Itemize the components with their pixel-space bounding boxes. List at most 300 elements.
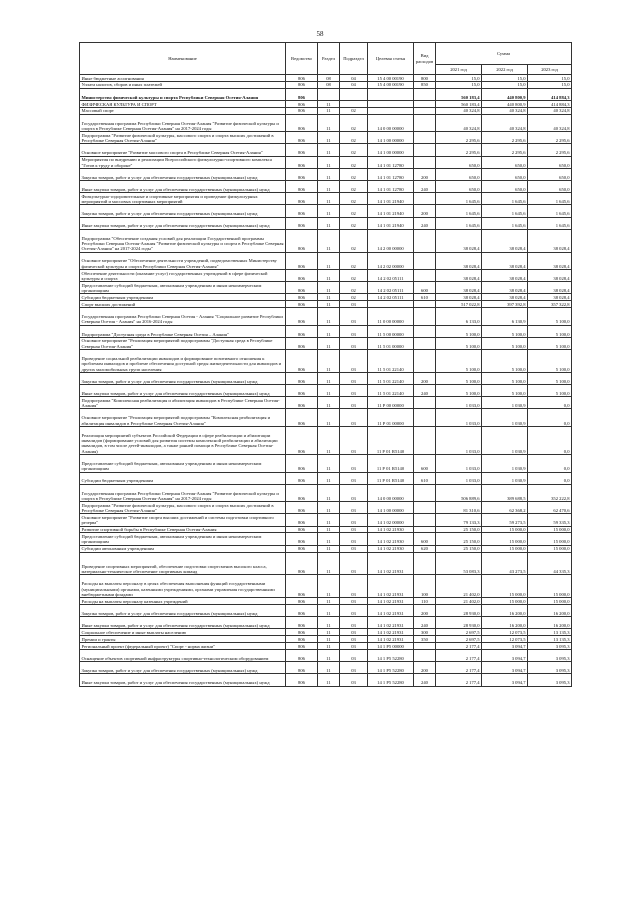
row-sum-2023: 2 295,6 [528, 144, 572, 156]
row-name: Государственная программа Республики Северная Осетия - Алания "Социальное развитие Республики Северная Осетия - Алания" на 2016-2024 годы [80, 308, 286, 326]
row-expense-type [414, 502, 436, 514]
header-ministry: Ведомство [286, 43, 318, 75]
row-section: 08 [318, 75, 340, 82]
row-name: Подпрограмма "Развитие физической культуры, массового спорта и спорта высших достижений в Республике Северная Осетия-Алания" [80, 502, 286, 514]
row-ministry: 806 [286, 552, 318, 575]
row-name: Субсидии бюджетным учреждениям [80, 472, 286, 484]
row-article: 11 Р 01 R5140 [368, 455, 414, 473]
row-expense-type [414, 350, 436, 373]
row-sum-2022: 38 028,4 [482, 252, 528, 270]
row-sum-2023: 0,0 [528, 426, 572, 454]
row-name: Иные закупки товаров, работ и услуг для обеспечения государственных (муниципальных) нужд [80, 385, 286, 397]
row-article: 14 1 01 21940 [368, 217, 414, 229]
row-subsection: 03 [340, 514, 368, 526]
row-article: 14 1 02 21931 [368, 636, 414, 643]
row-section: 11 [318, 350, 340, 373]
row-sum-2021: 40 324,8 [436, 114, 482, 132]
row-section: 11 [318, 100, 340, 107]
row-expense-type [414, 650, 436, 662]
row-name: ФИЗИЧЕСКАЯ КУЛЬТУРА И СПОРТ [80, 100, 286, 107]
row-expense-type [414, 397, 436, 409]
row-subsection: 03 [340, 575, 368, 598]
row-expense-type [414, 484, 436, 502]
row-expense-type [414, 229, 436, 252]
table-row [80, 526, 572, 533]
row-subsection: 04 [340, 81, 368, 88]
row-sum-2022: 5 100,0 [482, 325, 528, 337]
row-sum-2021: 6 133,0 [436, 308, 482, 326]
row-expense-type: 800 [414, 75, 436, 82]
row-subsection: 02 [340, 114, 368, 132]
row-subsection: 03 [340, 533, 368, 545]
row-expense-type: 850 [414, 81, 436, 88]
row-subsection: 03 [340, 397, 368, 409]
row-article: 14 1 01 12780 [368, 168, 414, 180]
row-sum-2021: 2 295,6 [436, 132, 482, 144]
row-sum-2021: 2 177,4 [436, 643, 482, 650]
row-sum-2022: 38 028,4 [482, 229, 528, 252]
row-sum-2023: 5 100,0 [528, 325, 572, 337]
row-name: Региональный проект (федеральный проект) "Спорт - норма жизни" [80, 643, 286, 650]
row-sum-2021: 560 183,4 [436, 100, 482, 107]
row-ministry: 806 [286, 156, 318, 168]
row-expense-type: 600 [414, 455, 436, 473]
row-sum-2023: 38 028,4 [528, 270, 572, 282]
row-article: 11 Р 01 R5140 [368, 426, 414, 454]
row-ministry: 806 [286, 397, 318, 409]
row-name: Иные закупки товаров, работ и услуг для обеспечения государственных (муниципальных) нужд [80, 181, 286, 193]
row-sum-2021: 5 100,0 [436, 325, 482, 337]
header-expense-type: Вид расходов [414, 43, 436, 75]
row-sum-2022: 389 688,5 [482, 484, 528, 502]
row-ministry: 806 [286, 526, 318, 533]
row-name: Подпрограмма "Доступная среда в Республике Северная Осетия – Алания" [80, 325, 286, 337]
row-sum-2021: 79 133,3 [436, 514, 482, 526]
budget-table [79, 42, 572, 687]
row-sum-2022: 38 028,4 [482, 294, 528, 301]
row-article: 14 1 01 21940 [368, 193, 414, 205]
row-sum-2022: 2 295,6 [482, 132, 528, 144]
row-expense-type [414, 514, 436, 526]
row-article: 14 1 02 21931 [368, 552, 414, 575]
row-sum-2023: 38 028,4 [528, 229, 572, 252]
row-sum-2021: 38 028,4 [436, 229, 482, 252]
table-row [80, 552, 572, 575]
row-article: 14 2 02 05111 [368, 282, 414, 294]
row-section: 11 [318, 132, 340, 144]
row-expense-type: 620 [414, 545, 436, 552]
row-ministry: 806 [286, 575, 318, 598]
row-article: 11 Р 00 00000 [368, 397, 414, 409]
row-sum-2023: 0,0 [528, 409, 572, 427]
row-sum-2021: 38 028,4 [436, 252, 482, 270]
row-section: 11 [318, 301, 340, 308]
row-ministry: 806 [286, 100, 318, 107]
row-sum-2023: 38 028,4 [528, 252, 572, 270]
row-sum-2021: 81 310,6 [436, 502, 482, 514]
row-subsection: 02 [340, 168, 368, 180]
row-ministry: 806 [286, 533, 318, 545]
row-expense-type [414, 325, 436, 337]
row-sum-2023: 650,0 [528, 181, 572, 193]
row-expense-type [414, 552, 436, 575]
row-sum-2023: 15 000,0 [528, 575, 572, 598]
row-section: 11 [318, 294, 340, 301]
row-sum-2022: 16 200,0 [482, 605, 528, 617]
row-ministry: 806 [286, 636, 318, 643]
row-sum-2023: 16 200,0 [528, 617, 572, 629]
row-article: 14 1 02 21931 [368, 575, 414, 598]
row-sum-2021: 1 033,0 [436, 426, 482, 454]
row-section: 11 [318, 643, 340, 650]
row-ministry: 806 [286, 81, 318, 88]
row-section: 11 [318, 372, 340, 384]
header-year-2022: 2022 год [482, 65, 528, 75]
table-row [80, 100, 572, 107]
row-sum-2023: 1 645,6 [528, 205, 572, 217]
row-ministry: 806 [286, 385, 318, 397]
table-row [80, 636, 572, 643]
row-sum-2022: 59 273,5 [482, 514, 528, 526]
row-expense-type: 100 [414, 575, 436, 598]
row-sum-2022: 40 324,8 [482, 107, 528, 114]
row-sum-2023: 1 645,6 [528, 217, 572, 229]
row-article [368, 107, 414, 114]
row-article [368, 88, 414, 100]
row-ministry: 806 [286, 229, 318, 252]
row-sum-2021: 15,0 [436, 81, 482, 88]
row-sum-2023: 16 200,0 [528, 605, 572, 617]
row-subsection: 03 [340, 545, 368, 552]
row-subsection: 03 [340, 455, 368, 473]
row-ministry: 806 [286, 502, 318, 514]
row-section [318, 88, 340, 100]
row-sum-2022: 15 000,0 [482, 526, 528, 533]
row-article: 14 2 02 05111 [368, 270, 414, 282]
row-subsection: 03 [340, 643, 368, 650]
row-sum-2022: 1 645,6 [482, 193, 528, 205]
row-ministry: 806 [286, 514, 318, 526]
row-sum-2022: 1 030,9 [482, 455, 528, 473]
row-subsection: 02 [340, 282, 368, 294]
row-section: 11 [318, 629, 340, 636]
row-name: Основное мероприятие "Обеспечение деятельности учреждений, подведомственных Министерству физической культуры и спорта Республики Северная Осетия-Алания" [80, 252, 286, 270]
row-ministry: 806 [286, 301, 318, 308]
row-name: Основное мероприятие "Развитие массового спорта в Республике Северная Осетия-Алания" [80, 144, 286, 156]
page-number: 58 [316, 30, 324, 38]
row-section: 11 [318, 385, 340, 397]
row-ministry: 806 [286, 107, 318, 114]
row-sum-2022: 5 100,0 [482, 385, 528, 397]
row-sum-2021: 25 150,0 [436, 526, 482, 533]
row-subsection: 03 [340, 598, 368, 605]
row-section: 11 [318, 650, 340, 662]
row-name: Проведение спортивных мероприятий, обеспечение подготовки спортсменов высокого класса, материально-техническое обеспечение спортивных команд [80, 552, 286, 575]
row-expense-type [414, 156, 436, 168]
row-sum-2022: 2 295,6 [482, 144, 528, 156]
table-row [80, 643, 572, 650]
row-article: 14 2 02 05111 [368, 294, 414, 301]
row-sum-2022: 397 392,8 [482, 301, 528, 308]
row-ministry: 806 [286, 75, 318, 82]
row-sum-2022: 1 645,6 [482, 205, 528, 217]
row-sum-2021: 1 645,6 [436, 205, 482, 217]
row-expense-type: 200 [414, 168, 436, 180]
row-section: 11 [318, 114, 340, 132]
row-article: 14 1 00 00000 [368, 144, 414, 156]
row-ministry: 806 [286, 545, 318, 552]
row-section: 11 [318, 325, 340, 337]
row-sum-2022: 650,0 [482, 156, 528, 168]
row-subsection [340, 88, 368, 100]
row-sum-2022: 3 094,7 [482, 650, 528, 662]
row-name: Социальное обеспечение и иные выплаты населению [80, 629, 286, 636]
row-sum-2022: 15,0 [482, 75, 528, 82]
row-subsection: 03 [340, 502, 368, 514]
row-sum-2022: 15,0 [482, 81, 528, 88]
row-article: 14 0 00 00000 [368, 114, 414, 132]
row-expense-type: 200 [414, 605, 436, 617]
row-sum-2021: 53 083,3 [436, 552, 482, 575]
row-subsection: 03 [340, 472, 368, 484]
row-name: Закупка товаров, работ и услуг для обеспечения государственных (муниципальных) нужд [80, 205, 286, 217]
row-section: 11 [318, 308, 340, 326]
row-section: 11 [318, 533, 340, 545]
row-sum-2021: 28 930,0 [436, 617, 482, 629]
table-row [80, 144, 572, 156]
row-expense-type: 200 [414, 205, 436, 217]
row-article: 14 2 00 00000 [368, 229, 414, 252]
row-subsection: 02 [340, 181, 368, 193]
row-sum-2023: 357 322,8 [528, 301, 572, 308]
row-subsection: 02 [340, 144, 368, 156]
table-row [80, 217, 572, 229]
row-expense-type [414, 409, 436, 427]
row-section: 11 [318, 229, 340, 252]
row-sum-2023: 5 100,0 [528, 308, 572, 326]
row-ministry: 806 [286, 350, 318, 373]
row-section: 11 [318, 156, 340, 168]
table-row [80, 650, 572, 662]
row-sum-2022: 12 073,5 [482, 629, 528, 636]
row-ministry: 806 [286, 617, 318, 629]
row-ministry: 806 [286, 674, 318, 686]
row-sum-2021: 21 402,0 [436, 575, 482, 598]
row-name: Закупка товаров, работ и услуг для обеспечения государственных (муниципальных) нужд [80, 662, 286, 674]
row-expense-type: 300 [414, 629, 436, 636]
row-subsection: 02 [340, 270, 368, 282]
row-section: 11 [318, 426, 340, 454]
table-row [80, 270, 572, 282]
table-row [80, 617, 572, 629]
row-sum-2021: 650,0 [436, 181, 482, 193]
row-sum-2022: 1 030,9 [482, 409, 528, 427]
row-ministry: 806 [286, 294, 318, 301]
row-sum-2021: 517 022,8 [436, 301, 482, 308]
row-subsection: 03 [340, 308, 368, 326]
row-name: Премии и гранты [80, 636, 286, 643]
row-ministry: 806 [286, 629, 318, 636]
row-subsection: 02 [340, 294, 368, 301]
row-section: 11 [318, 181, 340, 193]
table-row [80, 114, 572, 132]
row-sum-2021: 1 645,6 [436, 217, 482, 229]
table-row [80, 156, 572, 168]
row-expense-type [414, 88, 436, 100]
row-sum-2022: 6 130,9 [482, 308, 528, 326]
row-sum-2021: 1 033,0 [436, 455, 482, 473]
row-article: 14 1 02 21930 [368, 545, 414, 552]
row-sum-2023: 3 095,3 [528, 643, 572, 650]
table-row [80, 81, 572, 88]
row-expense-type: 200 [414, 372, 436, 384]
row-name: Реализация мероприятий субъектов Российской Федерации в сфере реабилитации и абилитации инвалидов (формирование условий для развития системы комплексной реабилитации и абилитации инвалидов, в том числе детей-инвалидов, а также ранней помощи в Республике Северная Осетия-Алания) [80, 426, 286, 454]
row-ministry: 806 [286, 88, 318, 100]
row-sum-2022: 16 200,0 [482, 617, 528, 629]
row-name: Предоставление субсидий бюджетным, автономным учреждениям и иным некоммерческим организациям [80, 282, 286, 294]
row-ministry: 806 [286, 598, 318, 605]
row-sum-2023: 62 470,6 [528, 502, 572, 514]
row-name: Иные закупки товаров, работ и услуг для обеспечения государственных (муниципальных) нужд [80, 217, 286, 229]
row-subsection: 02 [340, 252, 368, 270]
row-sum-2023: 3 095,3 [528, 662, 572, 674]
row-sum-2021: 1 033,0 [436, 397, 482, 409]
table-row [80, 88, 572, 100]
table-row [80, 533, 572, 545]
row-article: 11 Р 01 00000 [368, 409, 414, 427]
row-expense-type: 610 [414, 294, 436, 301]
row-sum-2021: 1 645,6 [436, 193, 482, 205]
row-sum-2021: 2 697,5 [436, 636, 482, 643]
row-name: Основное мероприятие "Реализация мероприятий подпрограммы "Доступная среда в Республике Северная Осетия-Алания" [80, 337, 286, 349]
row-name: Иные бюджетные ассигнования [80, 75, 286, 82]
row-subsection: 03 [340, 526, 368, 533]
row-sum-2021: 5 100,0 [436, 350, 482, 373]
header-article: Целевая статья [368, 43, 414, 75]
row-expense-type: 600 [414, 282, 436, 294]
row-section: 11 [318, 636, 340, 643]
header-sum: Сумма [436, 43, 572, 65]
row-sum-2021: 560 183,4 [436, 88, 482, 100]
row-name: Физкультурно-оздоровительные и спортивные мероприятия и проведение физкультурных мероприятий и массовых спортивных мероприятий [80, 193, 286, 205]
row-ministry: 806 [286, 662, 318, 674]
row-expense-type: 240 [414, 617, 436, 629]
row-article: 14 1 Р5 52280 [368, 674, 414, 686]
row-sum-2023: 5 100,0 [528, 337, 572, 349]
row-expense-type [414, 132, 436, 144]
table-row [80, 229, 572, 252]
row-sum-2022: 5 100,0 [482, 350, 528, 373]
row-article: 14 1 01 12780 [368, 181, 414, 193]
row-name: Государственная программа Республики Северная Осетия-Алания "Развитие физической культуры и спорта в Республике Северная Осетия-Алания" на 2017-2024 годы [80, 114, 286, 132]
row-expense-type: 610 [414, 472, 436, 484]
row-ministry: 806 [286, 472, 318, 484]
header-subsection: Подраздел [340, 43, 368, 75]
row-expense-type [414, 337, 436, 349]
table-row [80, 294, 572, 301]
row-section: 11 [318, 514, 340, 526]
row-section: 11 [318, 168, 340, 180]
row-expense-type: 200 [414, 662, 436, 674]
row-sum-2023: 2 295,6 [528, 132, 572, 144]
row-expense-type [414, 301, 436, 308]
row-article: 14 2 02 00000 [368, 252, 414, 270]
table-row [80, 385, 572, 397]
row-sum-2021: 2 177,4 [436, 662, 482, 674]
row-sum-2023: 15,0 [528, 81, 572, 88]
row-sum-2023: 5 100,0 [528, 385, 572, 397]
row-name: Основное мероприятие "Развитие спорта высших достижений и системы подготовки спортивного резерва" [80, 514, 286, 526]
row-ministry: 806 [286, 643, 318, 650]
table-row [80, 325, 572, 337]
row-sum-2021: 650,0 [436, 156, 482, 168]
row-sum-2023: 15,0 [528, 75, 572, 82]
row-ministry: 806 [286, 252, 318, 270]
row-sum-2021: 25 150,0 [436, 533, 482, 545]
row-expense-type: 110 [414, 598, 436, 605]
row-name: Предоставление субсидий бюджетным, автономным учреждениям и иным некоммерческим организациям [80, 455, 286, 473]
row-name: Мероприятия по внедрению и реализации Всероссийского физкультурно-спортивного комплекса "Готов к труду и обороне" [80, 156, 286, 168]
row-ministry: 806 [286, 114, 318, 132]
row-name: Субсидии автономным учреждениям [80, 545, 286, 552]
row-sum-2021: 2 697,5 [436, 629, 482, 636]
row-article: 15 4 00 00190 [368, 81, 414, 88]
table-row [80, 605, 572, 617]
row-ministry: 806 [286, 409, 318, 427]
row-section: 11 [318, 617, 340, 629]
table-row [80, 502, 572, 514]
table-row [80, 397, 572, 409]
row-section: 11 [318, 575, 340, 598]
table-row [80, 575, 572, 598]
row-name: Основное мероприятие "Реализация мероприятий подпрограммы "Комплексная реабилитация и абилитация инвалидов в Республике Северная Осетия-Алания" [80, 409, 286, 427]
header-year-2021: 2021 год [436, 65, 482, 75]
row-subsection: 03 [340, 385, 368, 397]
row-sum-2021: 38 028,4 [436, 294, 482, 301]
row-sum-2021: 2 177,4 [436, 650, 482, 662]
row-subsection: 03 [340, 552, 368, 575]
row-name: Развитие спортивной борьбы в Республике Северная Осетия-Алания [80, 526, 286, 533]
row-sum-2022: 12 073,5 [482, 636, 528, 643]
row-sum-2023: 13 135,3 [528, 636, 572, 643]
row-name: Спорт высших достижений [80, 301, 286, 308]
row-article: 14 1 01 21940 [368, 205, 414, 217]
row-subsection: 03 [340, 650, 368, 662]
table-row [80, 629, 572, 636]
row-subsection: 02 [340, 132, 368, 144]
row-sum-2022: 62 368,2 [482, 502, 528, 514]
row-name: Проведение социальной реабилитации инвалидов и формирование позитивного отношения к проблемам инвалидов и проблеме обеспечения доступной среды жизнедеятельности для инвалидов и других маломобильных групп населения [80, 350, 286, 373]
row-name: Иные закупки товаров, работ и услуг для обеспечения государственных (муниципальных) нужд [80, 674, 286, 686]
row-sum-2023: 3 095,3 [528, 650, 572, 662]
row-name: Оснащение объектов спортивной инфраструктуры спортивно-технологическим оборудованием [80, 650, 286, 662]
row-subsection: 03 [340, 337, 368, 349]
row-sum-2022: 38 028,4 [482, 282, 528, 294]
row-sum-2021: 21 402,0 [436, 598, 482, 605]
row-section: 11 [318, 598, 340, 605]
header-name: Наименование [80, 43, 286, 75]
row-subsection: 03 [340, 617, 368, 629]
row-expense-type [414, 100, 436, 107]
row-sum-2021: 15,0 [436, 75, 482, 82]
row-name: Подпрограмма "Комплексная реабилитация и абилитация инвалидов в Республике Северная Осетия-Алания" [80, 397, 286, 409]
row-article: 11 5 01 22140 [368, 350, 414, 373]
row-subsection: 02 [340, 193, 368, 205]
row-name: Закупка товаров, работ и услуг для обеспечения государственных (муниципальных) нужд [80, 605, 286, 617]
row-article: 14 1 Р5 00000 [368, 643, 414, 650]
row-sum-2023: 15 000,0 [528, 526, 572, 533]
table-row [80, 545, 572, 552]
